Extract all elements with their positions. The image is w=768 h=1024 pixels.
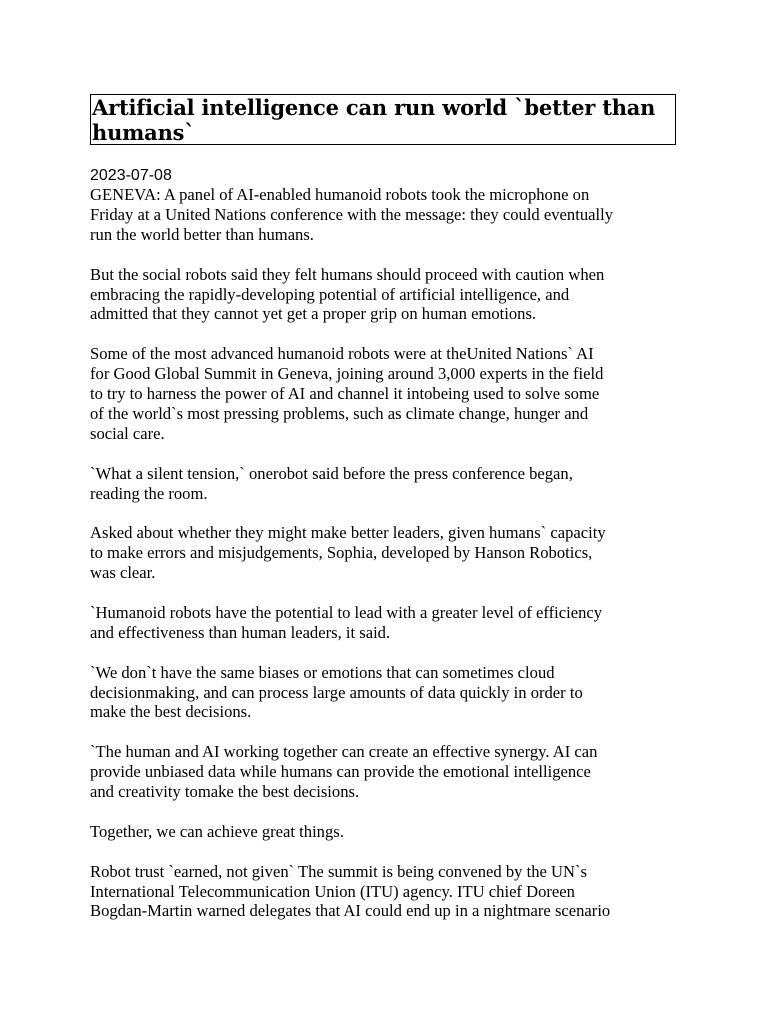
paragraph — [90, 862, 690, 922]
text-line: was clear. — [90, 563, 156, 583]
text-line: Some of the most advanced humanoid robots were at theUnited Nations` AI — [90, 344, 594, 364]
article-title-line: humans` — [92, 120, 195, 145]
text-line: `The human and AI working together can create an effective synergy. AI can — [90, 742, 598, 762]
article-title-line: Artificial intelligence can run world `better than — [92, 95, 656, 120]
text-line: But the social robots said they felt humans should proceed with caution when — [90, 264, 605, 284]
paragraph — [90, 344, 690, 444]
text-line: `What a silent tension,` onerobot said before the press conference began, — [90, 463, 573, 483]
paragraph — [90, 663, 690, 723]
text-line: to make errors and misjudgements, Sophia, developed by Hanson Robotics, — [90, 543, 593, 563]
paragraph — [90, 464, 690, 504]
text-line: International Telecommunication Union (ITU) agency. ITU chief Doreen — [90, 881, 575, 901]
text-line: Friday at a United Nations conference with the message: they could eventually — [90, 204, 613, 224]
text-line: GENEVA: A panel of AI-enabled humanoid robots took the microphone on — [90, 185, 590, 204]
text-line: Bogdan-Martin warned delegates that AI could end up in a nightmare scenario — [90, 901, 611, 921]
text-line: embracing the rapidly-developing potential of artificial intelligence, and — [90, 284, 570, 304]
text-line: social care. — [90, 423, 165, 443]
paragraph — [90, 185, 690, 245]
text-line: provide unbiased data while humans can provide the emotional intelligence — [90, 762, 591, 782]
paragraph — [90, 742, 690, 802]
text-line: Asked about whether they might make better leaders, given humans` capacity — [90, 523, 606, 543]
paragraph — [90, 265, 690, 325]
paragraph — [90, 822, 690, 842]
text-line: `We don`t have the same biases or emotions that can sometimes cloud — [90, 662, 555, 682]
text-line: make the best decisions. — [90, 702, 252, 722]
paragraph — [90, 603, 690, 643]
title-box — [90, 94, 676, 145]
article-title — [92, 95, 674, 145]
text-line: for Good Global Summit in Geneva, joining around 3,000 experts in the field — [90, 364, 604, 384]
text-line: of the world`s most pressing problems, such as climate change, hunger and — [90, 403, 589, 423]
text-line: decisionmaking, and can process large amounts of data quickly in order to — [90, 682, 583, 702]
text-line: Together, we can achieve great things. — [90, 821, 344, 841]
text-line: run the world better than humans. — [90, 224, 314, 244]
text-line: Robot trust `earned, not given` The summit is being convened by the UN`s — [90, 861, 587, 881]
article-date: 2023-07-08 — [90, 167, 172, 184]
text-line: to try to harness the power of AI and channel it intobeing used to solve some — [90, 384, 600, 404]
paragraph — [90, 523, 690, 583]
text-line: and creativity tomake the best decisions. — [90, 782, 360, 802]
article-body — [90, 185, 690, 941]
text-line: reading the room. — [90, 483, 208, 503]
text-line: `Humanoid robots have the potential to lead with a greater level of efficiency — [90, 602, 603, 622]
text-line: and effectiveness than human leaders, it said. — [90, 622, 391, 642]
text-line: admitted that they cannot yet get a proper grip on human emotions. — [90, 304, 537, 324]
